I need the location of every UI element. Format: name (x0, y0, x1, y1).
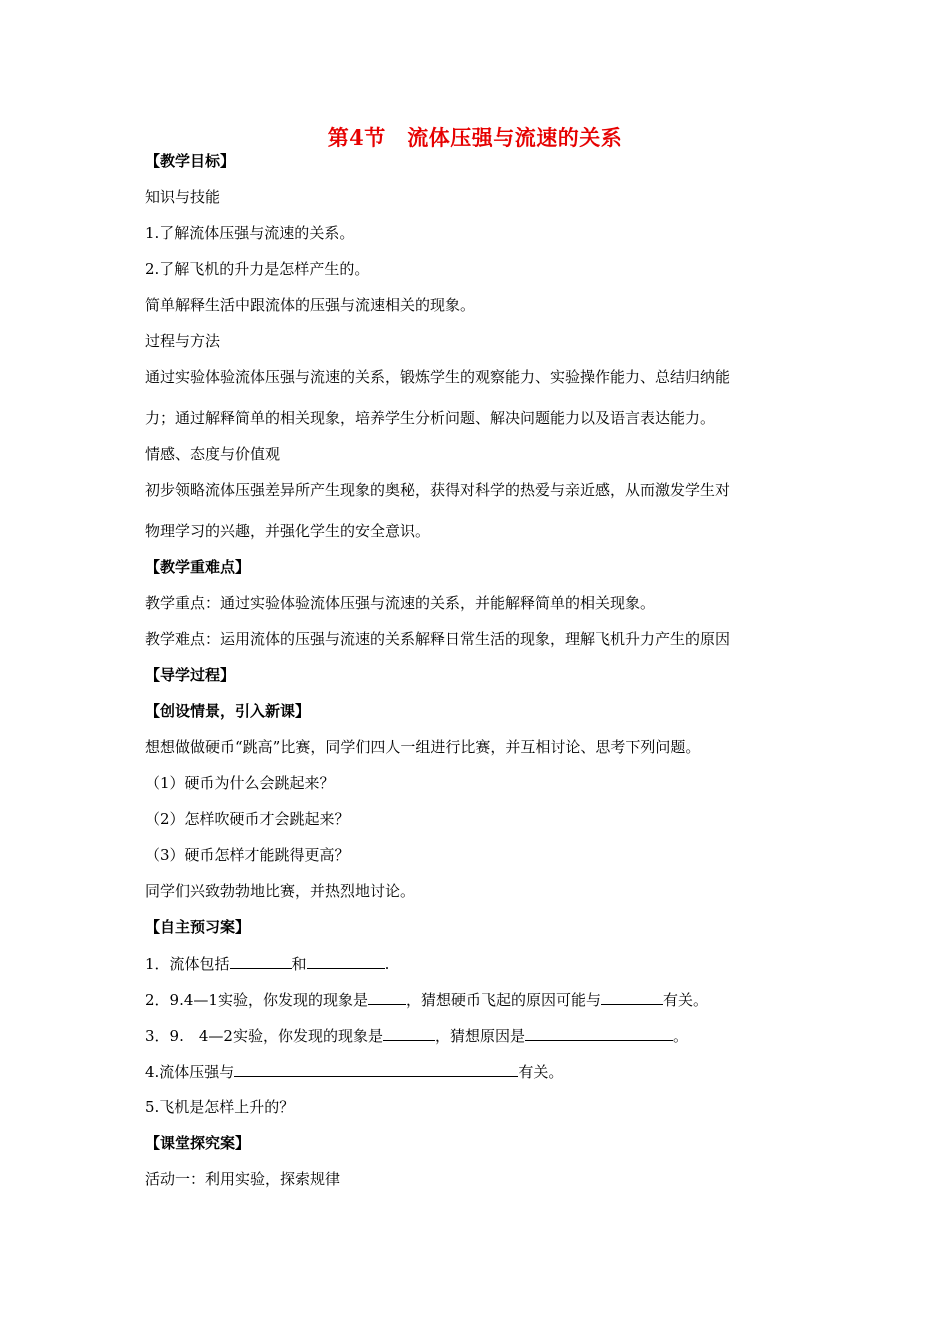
preview-heading: 【自主预习案】 (145, 918, 251, 936)
objectives-heading: 【教学目标】 (145, 152, 236, 170)
scene-intro: 想想做做硬币“跳高”比赛，同学们四人一组进行比赛，并互相讨论、思考下列问题。 (145, 738, 701, 756)
preview-item-1: 1．流体包括 和 . (145, 955, 390, 973)
process-heading: 过程与方法 (145, 332, 221, 350)
emotion-heading: 情感、态度与价值观 (145, 445, 281, 463)
scene-heading: 【创设情景，引入新课】 (145, 702, 311, 720)
class-heading: 【课堂探究案】 (145, 1134, 251, 1152)
difficult-point: 教学难点：运用流体的压强与流速的关系解释日常生活的现象，理解飞机升力产生的原因 (145, 630, 731, 648)
question-1: （1）硬币为什么会跳起来？ (145, 774, 335, 792)
question-3: （3）硬币怎样才能跳得更高？ (145, 846, 350, 864)
fill-blank[interactable] (307, 954, 385, 969)
knowledge-item-2: 2.了解飞机的升力是怎样产生的。 (145, 260, 370, 278)
fill-blank[interactable] (525, 1026, 673, 1041)
scene-end: 同学们兴致勃勃地比赛，并热烈地讨论。 (145, 882, 416, 900)
page-title: 第4节 流体压强与流速的关系 (327, 125, 623, 150)
knowledge-heading: 知识与技能 (145, 188, 221, 206)
knowledge-item-1: 1.了解流体压强与流速的关系。 (145, 224, 355, 242)
preview-item-5: 5.飞机是怎样上升的？ (145, 1098, 295, 1116)
fill-blank[interactable] (383, 1026, 435, 1041)
process-text-line-1: 通过实验体验流体压强与流速的关系，锻炼学生的观察能力、实验操作能力、总结归纳能 (145, 368, 731, 386)
fill-blank[interactable] (234, 1062, 518, 1077)
emotion-text-line-2: 物理学习的兴趣，并强化学生的安全意识。 (145, 522, 431, 540)
fill-blank[interactable] (368, 990, 406, 1005)
preview-item-2: 2．9.4—1实验，你发现的现象是 ，猜想硬币飞起的原因可能与 有关。 (145, 991, 708, 1009)
process-text-line-2: 力；通过解释简单的相关现象，培养学生分析问题、解决问题能力以及语言表达能力。 (145, 409, 716, 427)
preview-item-4: 4.流体压强与 有关。 (145, 1063, 564, 1081)
guide-heading: 【导学过程】 (145, 666, 236, 684)
fill-blank[interactable] (601, 990, 663, 1005)
fill-blank[interactable] (230, 954, 292, 969)
knowledge-item-3: 简单解释生活中跟流体的压强与流速相关的现象。 (145, 296, 476, 314)
keypoints-heading: 【教学重难点】 (145, 558, 251, 576)
emotion-text-line-1: 初步领略流体压强差异所产生现象的奥秘，获得对科学的热爱与亲近感，从而激发学生对 (145, 481, 731, 499)
preview-item-3: 3．9. 4—2实验，你发现的现象是 ，猜想原因是 。 (145, 1027, 688, 1045)
question-2: （2）怎样吹硬币才会跳起来？ (145, 810, 350, 828)
activity-1: 活动一：利用实验，探索规律 (145, 1170, 341, 1188)
key-point: 教学重点：通过实验体验流体压强与流速的关系，并能解释简单的相关现象。 (145, 594, 656, 612)
